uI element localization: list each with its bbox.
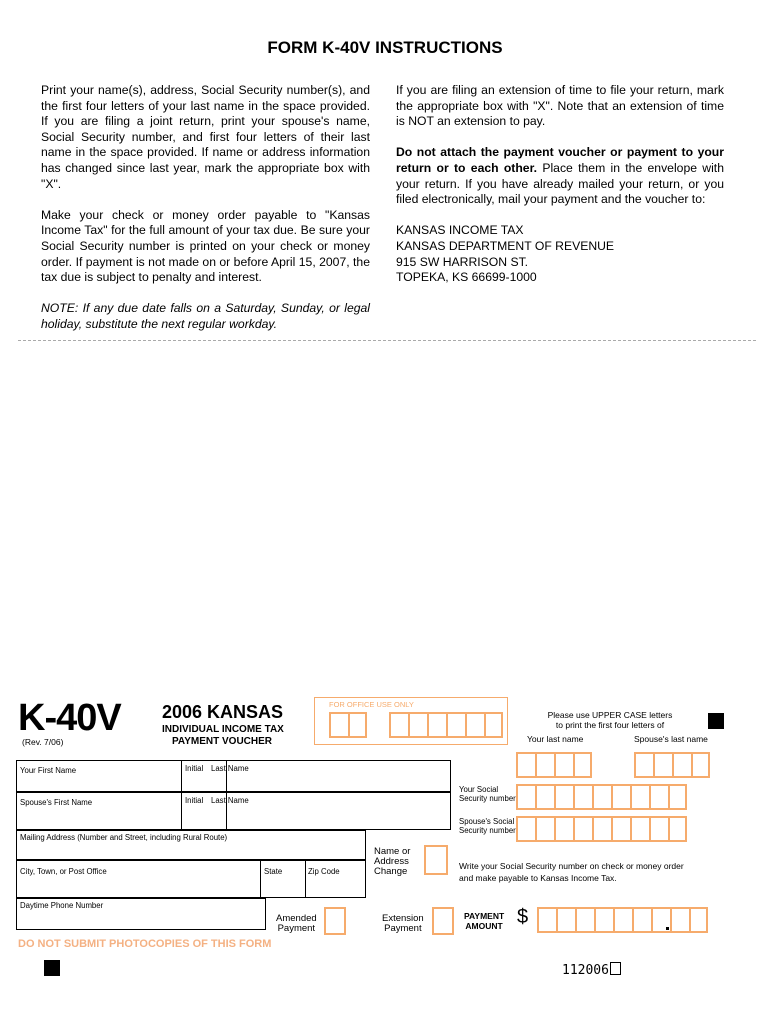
office-use-cells bbox=[389, 712, 503, 738]
code-check-box bbox=[610, 962, 621, 975]
instructions-note: NOTE: If any due date falls on a Saturday, Sunday, or legal holiday, substitute the next regular workday. bbox=[41, 301, 370, 331]
mailing-address-field[interactable] bbox=[16, 830, 366, 860]
your-last-name-cells[interactable] bbox=[516, 752, 592, 778]
write-ssn-note: Write your Social Security number on check or money order bbox=[459, 861, 684, 871]
dollar-sign: $ bbox=[517, 906, 529, 928]
mailing-address-block bbox=[396, 223, 724, 285]
photocopy-warning: DO NOT SUBMIT PHOTOCOPIES OF THIS FORM bbox=[18, 938, 272, 950]
address-line: 915 SW HARRISON ST. bbox=[396, 254, 529, 269]
address-change-label: Name or Address Change bbox=[374, 846, 411, 877]
city-state-zip-row bbox=[16, 860, 366, 898]
initial-label: Initial bbox=[185, 764, 204, 773]
amended-payment-checkbox[interactable] bbox=[324, 907, 346, 935]
instructions-title: FORM K-40V INSTRUCTIONS bbox=[267, 38, 503, 57]
state-label: State bbox=[264, 867, 283, 876]
instructions-right-column bbox=[396, 83, 724, 301]
address-change-checkbox[interactable] bbox=[424, 845, 448, 875]
instructions-text: Place them in the envelope with your return. If you have already mailed your return, or you filed electronically, mail your payment and the voucher to: bbox=[396, 160, 724, 207]
form-revision: (Rev. 7/06) bbox=[22, 737, 64, 747]
spouse-last-name-label: Spouse's last name bbox=[634, 734, 708, 744]
registration-mark bbox=[708, 713, 724, 729]
initial-label: Initial bbox=[185, 796, 204, 805]
upper-case-note: to print the first four letters of bbox=[555, 720, 665, 730]
address-line: KANSAS INCOME TAX bbox=[396, 223, 524, 238]
amended-payment-label: Amended Payment bbox=[276, 913, 317, 934]
first-name-label: Your First Name bbox=[20, 766, 77, 775]
voucher-subheading: PAYMENT VOUCHER bbox=[172, 736, 273, 747]
office-use-label: FOR OFFICE USE ONLY bbox=[329, 700, 414, 709]
form-code: 112006 bbox=[562, 962, 621, 978]
address-line: TOPEKA, KS 66699-1000 bbox=[396, 270, 537, 285]
spouse-ssn-cells[interactable] bbox=[516, 816, 687, 842]
registration-mark bbox=[44, 960, 60, 976]
payment-amount-label: PAYMENT AMOUNT bbox=[464, 911, 505, 931]
your-ssn-label: Security number bbox=[459, 794, 516, 803]
last-name-label: Last Name bbox=[211, 764, 249, 773]
your-ssn-cells[interactable] bbox=[516, 784, 687, 810]
voucher-subheading: INDIVIDUAL INCOME TAX bbox=[162, 724, 284, 735]
city-label: City, Town, or Post Office bbox=[20, 867, 107, 876]
form-id: K-40V bbox=[18, 697, 121, 739]
spouse-last-name-cells[interactable] bbox=[634, 752, 710, 778]
address-line: KANSAS DEPARTMENT OF REVENUE bbox=[396, 238, 615, 253]
spouse-ssn-label: Security number bbox=[459, 826, 516, 835]
bold-warning: Do not attach the payment voucher or payment to your return or to each other. bbox=[396, 145, 724, 175]
last-name-label: Last Name bbox=[211, 796, 249, 805]
instructions-paragraph bbox=[396, 145, 724, 207]
spouse-name-row bbox=[16, 792, 451, 830]
spouse-first-name-label: Spouse's First Name bbox=[20, 798, 93, 807]
phone-label: Daytime Phone Number bbox=[20, 901, 104, 910]
decimal-point bbox=[666, 927, 669, 930]
your-name-row bbox=[16, 760, 451, 792]
upper-case-note: Please use UPPER CASE letters bbox=[547, 710, 673, 720]
zip-label: Zip Code bbox=[308, 867, 340, 876]
extension-payment-label: Extension Payment bbox=[382, 913, 424, 934]
mailing-address-label: Mailing Address (Number and Street, including Rural Route) bbox=[20, 833, 228, 842]
extension-payment-checkbox[interactable] bbox=[432, 907, 454, 935]
office-use-cells bbox=[329, 712, 367, 738]
payment-amount-cells[interactable] bbox=[537, 907, 708, 933]
your-last-name-label: Your last name bbox=[527, 734, 584, 744]
write-ssn-note: and make payable to Kansas Income Tax. bbox=[459, 873, 617, 883]
office-use-box bbox=[314, 697, 508, 745]
spouse-ssn-label: Spouse's Social bbox=[459, 817, 515, 826]
cut-line bbox=[18, 340, 756, 341]
your-ssn-label: Your Social bbox=[459, 785, 499, 794]
phone-field[interactable] bbox=[16, 898, 266, 930]
instructions-left-column bbox=[41, 83, 370, 348]
instructions-paragraph: Make your check or money order payable to "Kansas Income Tax" for the full amount of your tax due. Be sure your Social Security number is printed on your check or money order. If payment is not made on or before April 15, 2007, the tax due is subject to penalty and interest. bbox=[41, 207, 370, 285]
voucher-heading: 2006 KANSAS bbox=[162, 702, 284, 722]
instructions-paragraph: Print your name(s), address, Social Security number(s), and the first four letters of your last name in the space provided. If you are filing a joint return, print your spouse's name, Social Security number, and first four letters of their last name in the space provided. If name or address information has changed since last year, mark the appropriate box with "X". bbox=[41, 83, 370, 191]
instructions-paragraph: If you are filing an extension of time to file your return, mark the appropriate box with "X". Note that an extension of time is NOT an extension to pay. bbox=[396, 83, 724, 129]
